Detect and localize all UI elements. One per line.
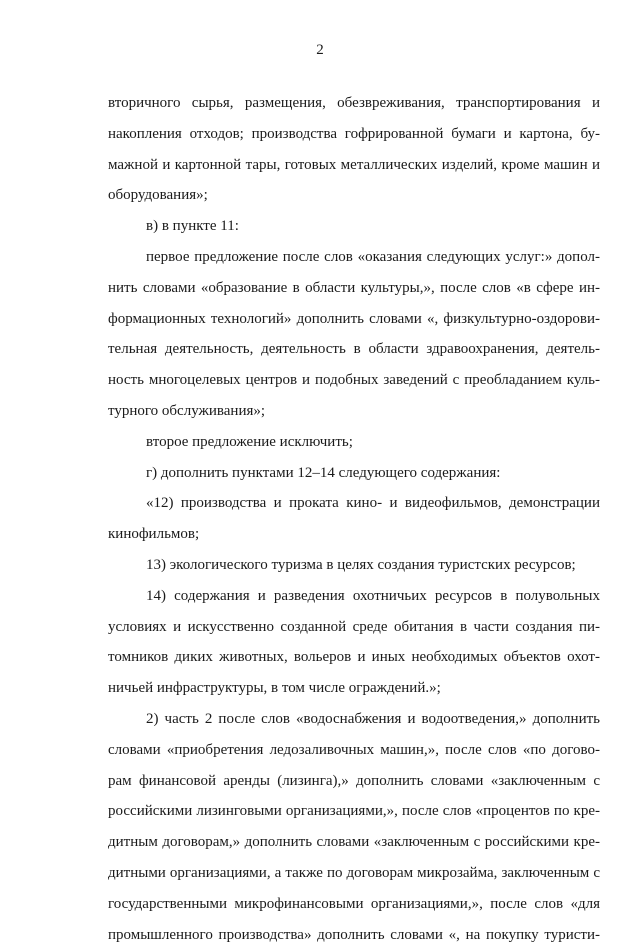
text-line: оборудования»;	[108, 187, 208, 204]
text-line: 14) содержания и разведения охотничьих ресурсов в полувольных	[146, 587, 600, 604]
text-line: дитными организациями, а также по договорам микрозайма, заключенным с	[108, 864, 600, 881]
text-line: мажной и картонной тары, готовых металлических изделий, кроме машин и	[108, 156, 600, 173]
text-line: г) дополнить пунктами 12–14 следующего содержания:	[146, 464, 501, 481]
text-line: 13) экологического туризма в целях создания туристских ресурсов;	[146, 556, 576, 573]
text-line: вторичного сырья, размещения, обезвреживания, транспортирования и	[108, 95, 600, 111]
text-line: в) в пункте 11:	[146, 218, 239, 235]
text-line: 2) часть 2 после слов «водоснабжения и водоотведения,» дополнить	[146, 710, 600, 727]
text-line: нить словами «образование в области культуры,», после слов «в сфере ин-	[108, 279, 600, 296]
text-line: рам финансовой аренды (лизинга),» дополнить словами «заключенным с	[108, 772, 600, 789]
text-line: ничьей инфраструктуры, в том числе ограждений.»;	[108, 680, 441, 697]
text-line: тельная деятельность, деятельность в области здравоохранения, деятель-	[108, 341, 600, 358]
text-line: дитным договорам,» дополнить словами «заключенным с российскими кре-	[108, 834, 600, 851]
page-number: 2	[316, 42, 324, 58]
text-line: «12) производства и проката кино- и видеофильмов, демонстрации	[146, 495, 600, 512]
text-line: словами «приобретения ледозаливочных машин,», после слов «по догово-	[108, 741, 600, 758]
text-line: второе предложение исключить;	[146, 433, 353, 450]
text-line: условиях и искусственно созданной среде обитания в части создания пи-	[108, 618, 600, 635]
text-line: турного обслуживания»;	[108, 402, 266, 419]
text-line: томников диких животных, вольеров и иных необходимых объектов охот-	[108, 649, 600, 666]
text-line: кинофильмов;	[108, 526, 200, 543]
text-line: формационных технологий» дополнить словами «, физкультурно-оздорови-	[108, 310, 600, 327]
text-line: государственными микрофинансовыми организациями,», после слов «для	[108, 895, 600, 912]
text-line: промышленного производства» дополнить словами «, на покупку туристи-	[108, 926, 600, 943]
text-line: ность многоцелевых центров и подобных заведений с преобладанием куль-	[108, 372, 600, 389]
document-body	[108, 88, 600, 950]
text-line: первое предложение после слов «оказания следующих услуг:» допол-	[146, 248, 600, 265]
text-line: накопления отходов; производства гофрированной бумаги и картона, бу-	[108, 125, 600, 142]
text-line: российскими лизинговыми организациями,», после слов «процентов по кре-	[108, 803, 600, 820]
